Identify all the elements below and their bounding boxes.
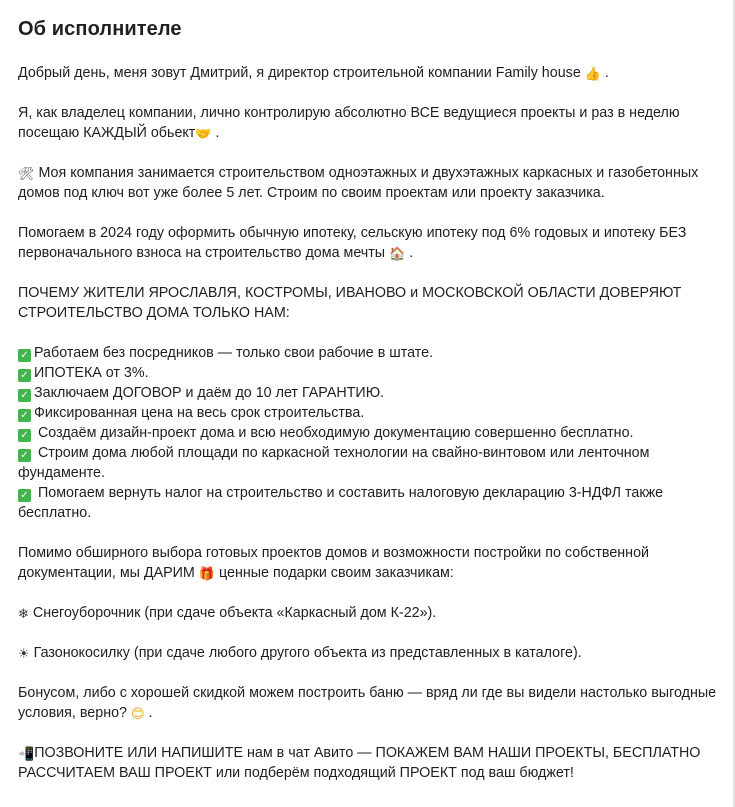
checkmark-icon: ✓: [18, 409, 31, 422]
snowblower-paragraph: [18, 603, 717, 623]
gifts-text-end: ценные подарки своим заказчикам:: [215, 565, 454, 581]
section-title: Об исполнителе: [18, 18, 182, 40]
why-us-heading: ПОЧЕМУ ЖИТЕЛИ ЯРОСЛАВЛЯ, КОСТРОМЫ, ИВАНОВО и МОСКОВСКОЙ ОБЛАСТИ ДОВЕРЯЮТ СТРОИТЕЛЬСТВО ДОМА ТОЛЬКО НАМ:: [18, 285, 682, 321]
list-item: [18, 343, 717, 363]
handshake-icon: 🤝: [195, 126, 212, 141]
checkmark-icon: ✓: [18, 349, 31, 362]
list-item: [18, 383, 717, 403]
list-item: [18, 443, 717, 483]
thumbs-up-icon: 👍: [584, 66, 601, 81]
intro-paragraph: [18, 63, 717, 83]
control-end: .: [211, 125, 220, 141]
company-text: Моя компания занимается строительством одноэтажных и двухэтажных каркасных и газобетонных домов под ключ вот уже более 5 лет. Строим по своим проектам или проекту заказчика.: [18, 165, 699, 201]
sun-icon: ☀: [18, 646, 30, 661]
bonus-text: Бонусом, либо с хорошей скидкой можем построить баню — вряд ли где вы видели настолько выгодные условия, верно?: [18, 685, 717, 721]
snowflake-icon: ❄: [18, 606, 29, 621]
list-item-text: Строим дома любой площади по каркасной технологии на свайно-винтовом или ленточном фундаменте.: [18, 445, 650, 481]
list-item: [18, 403, 717, 423]
house-icon: 🏠: [389, 246, 406, 261]
bonus-end: .: [144, 705, 153, 721]
phone-icon: 📲: [18, 746, 35, 761]
mortgage-end: .: [405, 245, 414, 261]
lawnmower-paragraph: [18, 643, 717, 663]
bonus-paragraph: [18, 683, 717, 723]
checkmark-icon: ✓: [18, 489, 31, 502]
call-to-action-text: ПОЗВОНИТЕ ИЛИ НАПИШИТЕ нам в чат Авито — ПОКАЖЕМ ВАМ НАШИ ПРОЕКТЫ, БЕСПЛАТНО РАССЧИТАЕМ ВАШ ПРОЕКТ или подберём подходящий ПРОЕКТ под ваш бюджет!: [18, 745, 701, 781]
lawnmower-text: Газонокосилку (при сдаче любого другого объекта из представленных в каталоге).: [29, 645, 582, 661]
gifts-text: Помимо обширного выбора готовых проектов домов и возможности постройки по собственной документации, мы ДАРИМ: [18, 545, 650, 581]
list-item: [18, 483, 717, 523]
list-item: [18, 423, 717, 443]
list-item-text: Заключаем ДОГОВОР и даём до 10 лет ГАРАНТИЮ.: [34, 385, 385, 401]
list-item-text: Создаём дизайн-проект дома и всю необходимую документацию совершенно бесплатно.: [34, 425, 634, 441]
control-text: Я, как владелец компании, лично контролирую абсолютно ВСЕ ведущиеся проекты и раз в неделю посещаю КАЖДЫЙ обьект: [18, 105, 680, 141]
checkmark-icon: ✓: [18, 429, 31, 442]
gifts-paragraph: [18, 543, 717, 583]
intro-text: Добрый день, меня зовут Дмитрий, я директор строительной компании Family house: [18, 65, 581, 81]
intro-end: .: [600, 65, 609, 81]
control-paragraph: [18, 103, 717, 143]
snowblower-text: Снегоуборочник (при сдаче объекта «Каркасный дом К-22»).: [28, 605, 437, 621]
checkmark-icon: ✓: [18, 369, 31, 382]
mortgage-paragraph: [18, 223, 717, 263]
gift-icon: 🎁: [198, 566, 216, 581]
list-item-text: Работаем без посредников — только свои рабочие в штате.: [34, 345, 434, 361]
list-item: [18, 363, 717, 383]
mortgage-text: Помогаем в 2024 году оформить обычную ипотеку, сельскую ипотеку под 6% годовых и ипотеку БЕЗ первоначального взноса на строительство дома мечты: [18, 225, 687, 261]
benefits-list: [18, 343, 717, 523]
call-to-action: [18, 743, 717, 783]
list-item-text: Помогаем вернуть налог на строительство и составить налоговую декларацию 3-НДФЛ также бесплатно.: [18, 485, 664, 521]
smile-icon: 😊: [130, 706, 145, 721]
checkmark-icon: ✓: [18, 449, 31, 462]
list-item-text: ИПОТЕКА от 3%.: [34, 365, 149, 381]
checkmark-icon: ✓: [18, 389, 31, 402]
company-paragraph: [18, 163, 717, 203]
list-item-text: Фиксированная цена на весь срок строительства.: [34, 405, 365, 421]
tools-icon: 🛠: [18, 166, 35, 181]
